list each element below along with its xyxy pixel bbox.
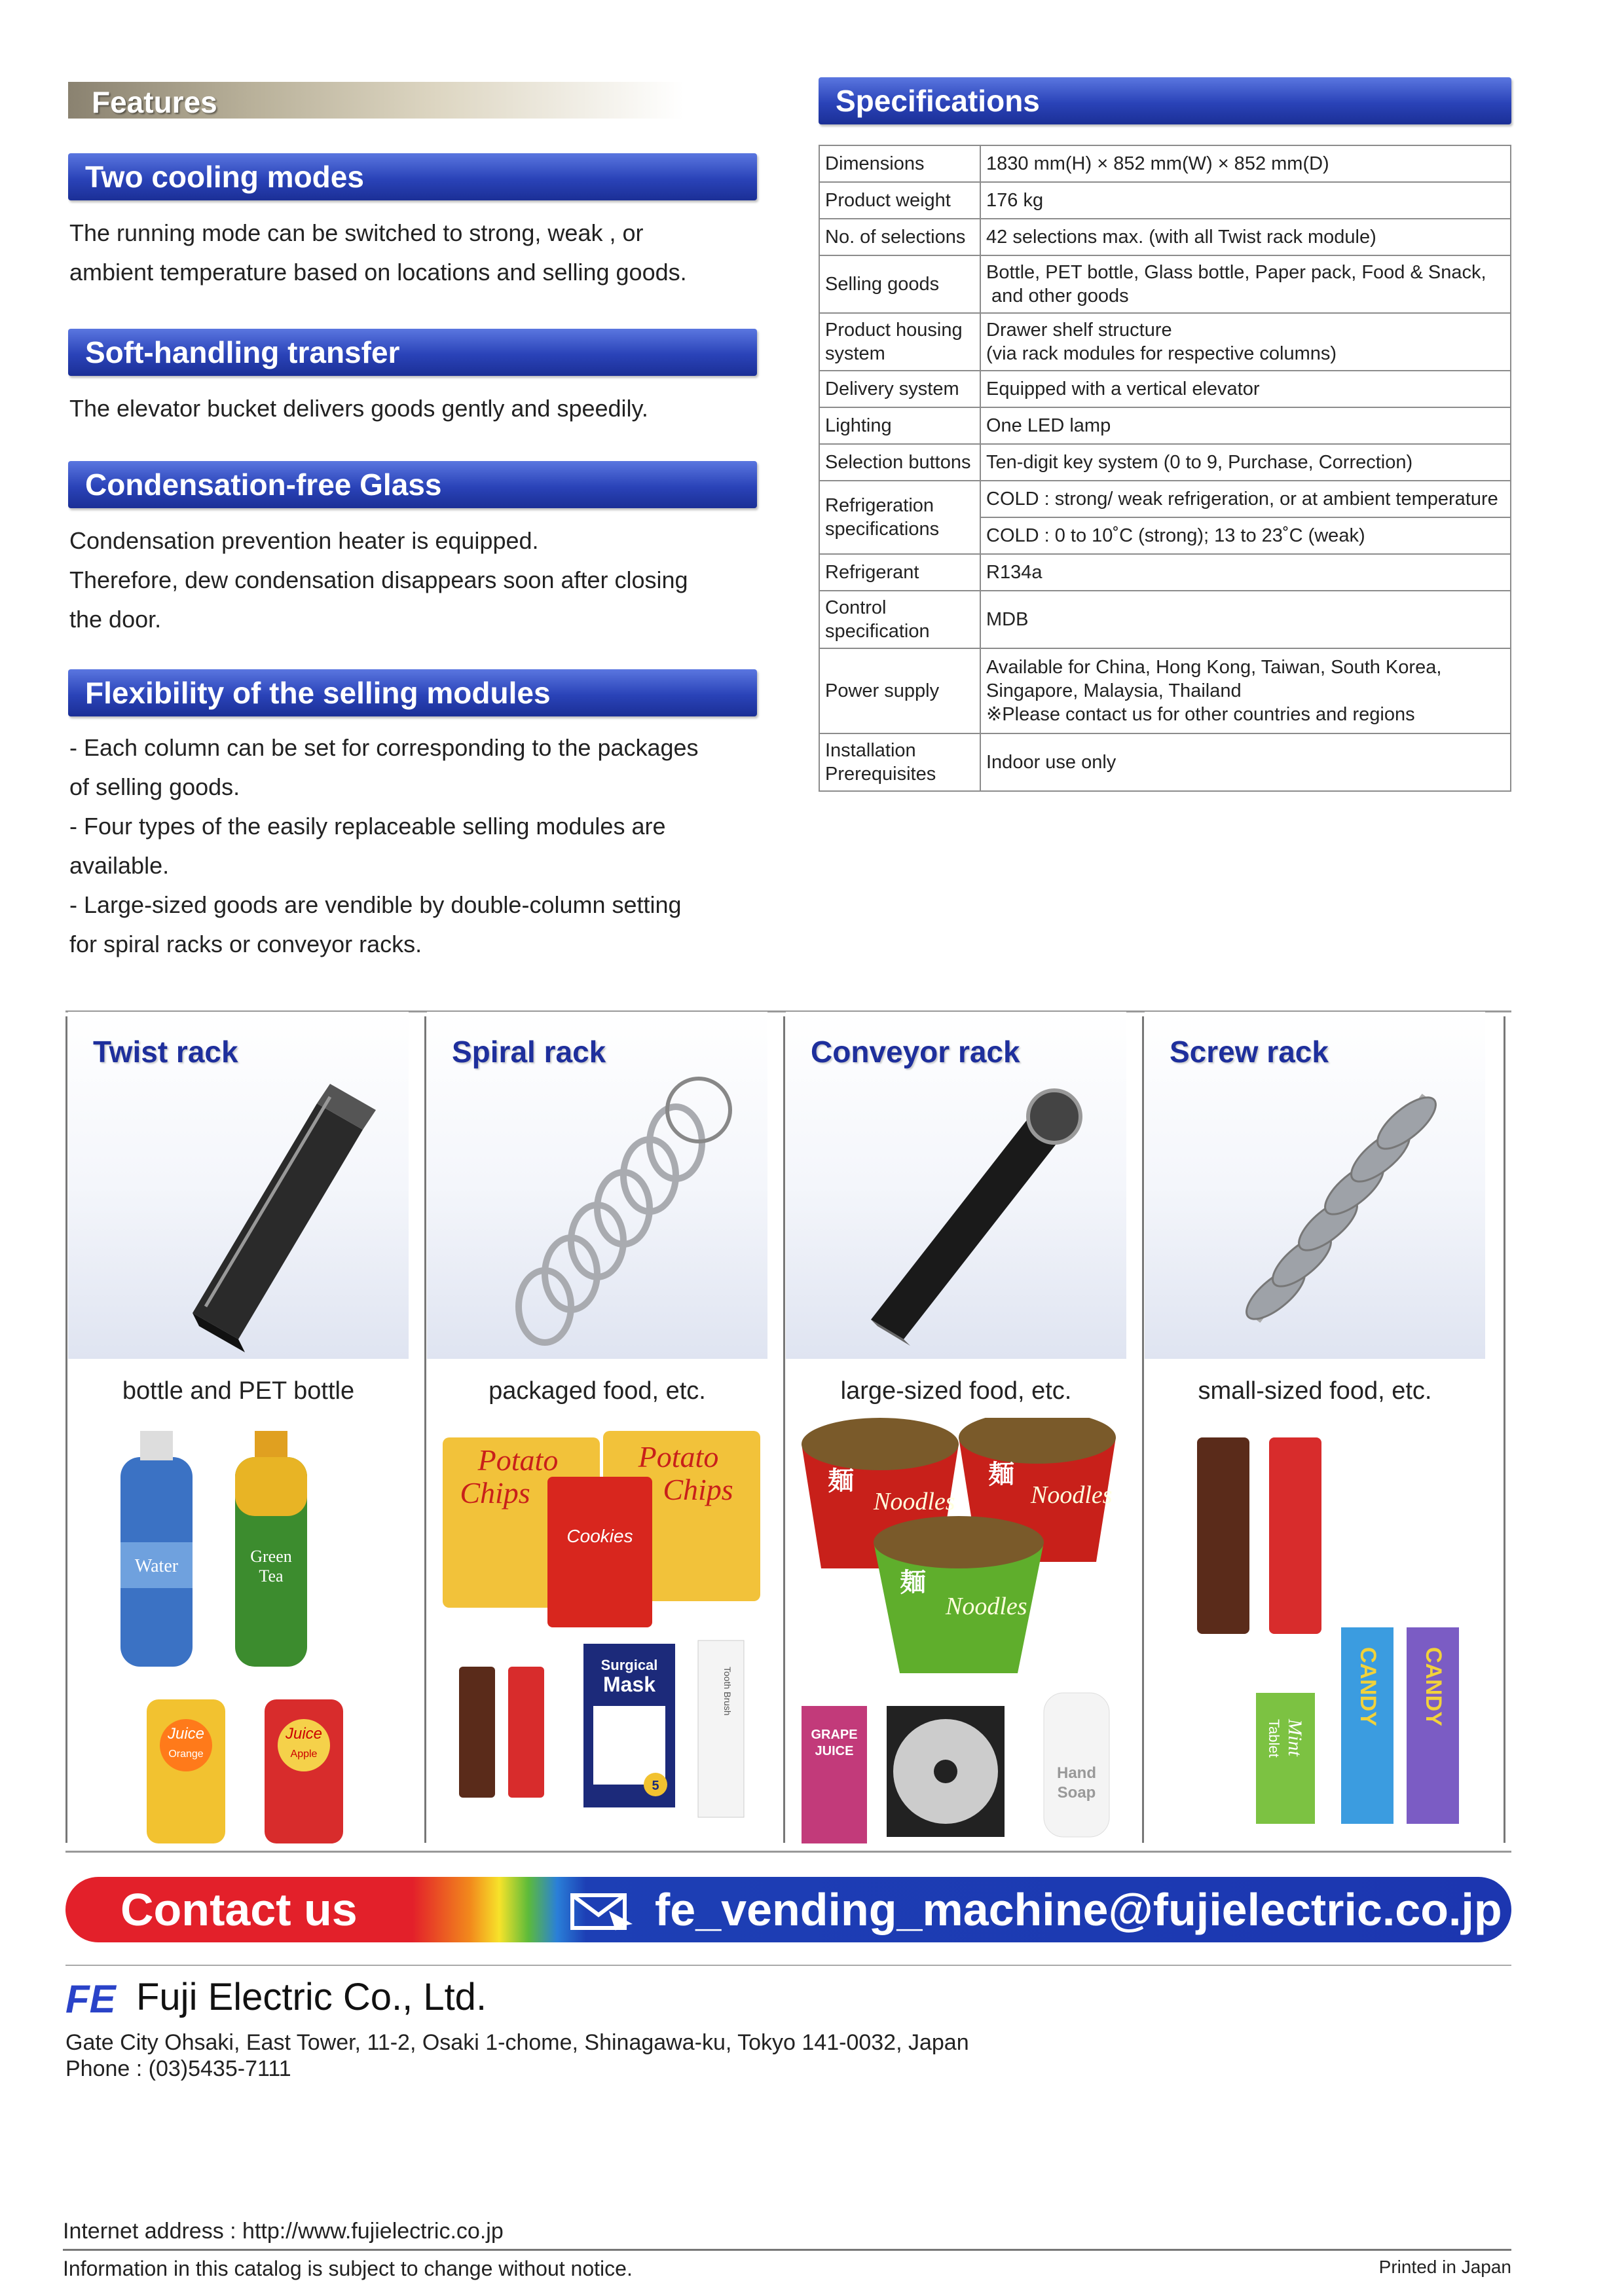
table-row: Power supply Available for China, Hong Kong, Taiwan, South Korea, Singapore, Malaysia, Thailand ※Please contact us for other countries and regions bbox=[819, 648, 1511, 733]
svg-text:Mint: Mint bbox=[1284, 1719, 1306, 1756]
column-separator bbox=[424, 1016, 426, 1843]
table-row: Dimensions 1830 mm(H) × 852 mm(W) × 852 mm(D) bbox=[819, 145, 1511, 182]
svg-text:Apple: Apple bbox=[290, 1749, 318, 1760]
rack-twist bbox=[68, 1012, 409, 1857]
company-logo-icon: FE bbox=[65, 1977, 116, 2021]
contact-bar bbox=[65, 1877, 1511, 1942]
svg-text:Soap: Soap bbox=[1057, 1784, 1096, 1802]
specifications-title: Specifications bbox=[819, 77, 1511, 124]
svg-text:Cookies: Cookies bbox=[566, 1526, 633, 1546]
company-address: Gate City Ohsaki, East Tower, 11-2, Osaki 1-chome, Shinagawa-ku, Tokyo 141-0032, Japan bbox=[65, 2030, 969, 2055]
twist-rack-image bbox=[166, 1064, 402, 1352]
candy-image bbox=[1184, 1431, 1472, 1850]
rack-caption: bottle and PET bottle bbox=[122, 1377, 355, 1405]
svg-text:Juice: Juice bbox=[167, 1725, 205, 1743]
rack-title: Conveyor rack bbox=[811, 1035, 1020, 1069]
feature-text-cooling: The running mode can be switched to strong, weak , or ambient temperature based on locations and selling goods. bbox=[69, 219, 687, 286]
svg-text:Green: Green bbox=[250, 1547, 292, 1566]
svg-text:Chips: Chips bbox=[460, 1476, 530, 1509]
table-row: Control specification MDB bbox=[819, 591, 1511, 648]
rack-screw bbox=[1145, 1012, 1485, 1857]
svg-text:JUICE: JUICE bbox=[815, 1744, 854, 1758]
internet-address[interactable]: Internet address : http://www.fujielectric.co.jp bbox=[63, 2219, 504, 2244]
table-row: No. of selections 42 selections max. (with all Twist rack module) bbox=[819, 219, 1511, 255]
column-separator bbox=[1504, 1016, 1505, 1843]
rack-spiral bbox=[427, 1012, 767, 1857]
svg-text:Water: Water bbox=[134, 1556, 179, 1576]
table-row: Selling goods Bottle, PET bottle, Glass bottle, Paper pack, Food & Snack, and other goods bbox=[819, 255, 1511, 313]
svg-text:GRAPE: GRAPE bbox=[811, 1728, 858, 1742]
company-name: Fuji Electric Co., Ltd. bbox=[136, 1976, 487, 2018]
svg-text:CANDY: CANDY bbox=[1356, 1647, 1380, 1726]
rack-conveyor bbox=[786, 1012, 1126, 1857]
column-separator bbox=[783, 1016, 785, 1843]
specifications-table bbox=[819, 145, 1511, 792]
rack-caption: packaged food, etc. bbox=[489, 1377, 706, 1405]
features-banner bbox=[68, 82, 684, 119]
rack-title: Twist rack bbox=[93, 1035, 238, 1069]
svg-text:Hand: Hand bbox=[1057, 1764, 1096, 1782]
contact-email[interactable]: fe_vending_machine@fujielectric.co.jp bbox=[655, 1884, 1502, 1935]
spiral-rack-image bbox=[499, 1071, 735, 1346]
rack-title: Spiral rack bbox=[452, 1035, 606, 1069]
svg-text:Surgical: Surgical bbox=[600, 1657, 658, 1673]
snacks-image bbox=[436, 1418, 764, 1850]
table-row: Refrigerant R134a bbox=[819, 554, 1511, 591]
company-phone: Phone : (03)5435-7111 bbox=[65, 2056, 291, 2081]
feature-text-modules: - Each column can be set for corresponding to the packages of selling goods. - Four types of the easily replaceable selling modules are available. - Large-sized goods are vendible by double-column setting for spiral racks or conveyor racks. bbox=[69, 734, 699, 957]
svg-text:Noodles: Noodles bbox=[1031, 1481, 1113, 1509]
feature-title-modules: Flexibility of the selling modules bbox=[68, 669, 757, 716]
contact-label: Contact us bbox=[120, 1884, 358, 1935]
svg-text:Mask: Mask bbox=[602, 1673, 656, 1696]
rack-caption: small-sized food, etc. bbox=[1198, 1377, 1432, 1405]
svg-text:Tooth Brush: Tooth Brush bbox=[722, 1667, 733, 1716]
rack-title: Screw rack bbox=[1170, 1035, 1329, 1069]
catalog-notice: Information in this catalog is subject to change without notice. bbox=[63, 2257, 633, 2280]
table-row: Refrigeration specifications COLD : strong/ weak refrigeration, or at ambient temperature bbox=[819, 481, 1511, 517]
table-row: COLD : 0 to 10˚C (strong); 13 to 23˚C (weak) bbox=[819, 517, 1511, 554]
screw-rack-image bbox=[1217, 1071, 1459, 1346]
svg-text:Juice: Juice bbox=[285, 1725, 323, 1743]
mail-icon bbox=[570, 1891, 635, 1931]
svg-text:麺: 麺 bbox=[828, 1467, 854, 1496]
printed-in: Printed in Japan bbox=[1378, 2257, 1511, 2277]
feature-text-transfer: The elevator bucket delivers goods gently and speedily. bbox=[69, 395, 648, 422]
feature-title-glass: Condensation-free Glass bbox=[68, 461, 757, 508]
table-row: Delivery system Equipped with a vertical elevator bbox=[819, 371, 1511, 407]
svg-text:Chips: Chips bbox=[663, 1473, 733, 1506]
rack-caption: large-sized food, etc. bbox=[840, 1377, 1072, 1405]
column-separator bbox=[1142, 1016, 1144, 1843]
conveyor-rack-image bbox=[858, 1071, 1100, 1352]
svg-text:Noodles: Noodles bbox=[874, 1488, 955, 1515]
features-heading: Features bbox=[92, 85, 217, 119]
table-row: Lighting One LED lamp bbox=[819, 407, 1511, 444]
table-row: Product weight 176 kg bbox=[819, 182, 1511, 219]
svg-text:Potato: Potato bbox=[477, 1443, 559, 1477]
feature-title-transfer: Soft-handling transfer bbox=[68, 329, 757, 376]
feature-title-cooling: Two cooling modes bbox=[68, 153, 757, 200]
divider bbox=[65, 1965, 1511, 1966]
feature-text-glass: Condensation prevention heater is equipped. Therefore, dew condensation disappears soon after closing the door. bbox=[69, 527, 688, 633]
svg-text:CANDY: CANDY bbox=[1421, 1647, 1446, 1726]
footer-rule bbox=[63, 2249, 1511, 2251]
svg-text:Tea: Tea bbox=[259, 1566, 284, 1585]
table-row: Selection buttons Ten-digit key system (0 to 9, Purchase, Correction) bbox=[819, 444, 1511, 481]
svg-text:Noodles: Noodles bbox=[946, 1593, 1027, 1620]
bottles-cans-image bbox=[107, 1431, 382, 1850]
svg-text:Orange: Orange bbox=[168, 1749, 204, 1760]
svg-text:Potato: Potato bbox=[638, 1440, 719, 1473]
svg-text:5: 5 bbox=[652, 1779, 659, 1793]
noodles-image bbox=[795, 1418, 1122, 1850]
svg-text:Tablet: Tablet bbox=[1266, 1719, 1282, 1758]
table-row: Installation Prerequisites Indoor use only bbox=[819, 733, 1511, 791]
table-row: Product housing system Drawer shelf structure (via rack modules for respective columns) bbox=[819, 313, 1511, 371]
svg-text:麺: 麺 bbox=[988, 1460, 1014, 1489]
column-separator bbox=[65, 1016, 67, 1843]
svg-text:麺: 麺 bbox=[900, 1568, 926, 1597]
